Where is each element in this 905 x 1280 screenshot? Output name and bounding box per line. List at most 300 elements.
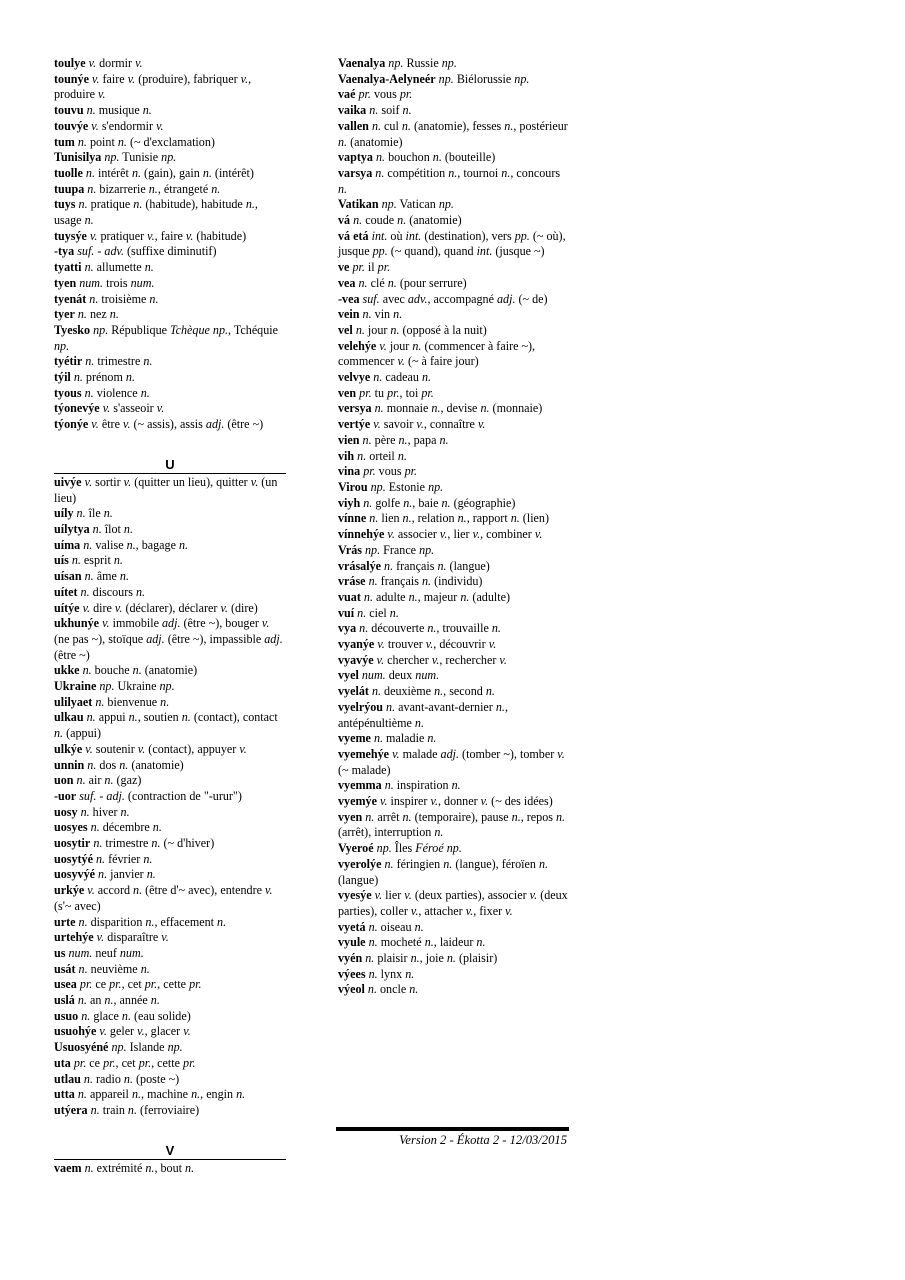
definition-text: , découvrir — [433, 637, 489, 652]
dictionary-entry — [54, 1024, 286, 1040]
dictionary-entry — [54, 789, 286, 805]
definition-text: , second — [443, 684, 486, 699]
grammar-tag: n. — [83, 1071, 93, 1086]
grammar-tag: n. — [446, 951, 456, 966]
dictionary-entry — [338, 684, 570, 700]
dictionary-entry — [338, 606, 570, 622]
definition-text: pratique — [87, 197, 134, 212]
dictionary-entry — [338, 72, 570, 88]
definition-text: (~ à faire jour) — [404, 354, 479, 369]
definition-text: (suffixe diminutif) — [124, 244, 217, 259]
grammar-tag: v. — [387, 527, 395, 542]
grammar-tag: n. — [77, 307, 87, 322]
definition-text: (temporaire), pause — [411, 809, 512, 824]
dictionary-entry — [54, 56, 286, 72]
grammar-tag: n. — [437, 558, 447, 573]
grammar-tag: v. — [220, 600, 228, 615]
grammar-tag: num. — [361, 668, 386, 683]
dictionary-entry — [54, 1009, 286, 1025]
definition-text: ce — [86, 1055, 104, 1070]
grammar-tag: n. — [398, 432, 408, 447]
grammar-tag: n. — [538, 856, 549, 871]
definition-text: vous — [370, 87, 400, 102]
grammar-tag: n. — [245, 197, 255, 212]
headword: Usuosyéné — [54, 1040, 109, 1055]
grammar-tag: np. — [99, 679, 115, 694]
dictionary-entry — [338, 386, 570, 402]
dictionary-entry — [338, 464, 570, 480]
definition-text: , année — [113, 993, 151, 1008]
grammar-tag: n. — [89, 291, 99, 306]
grammar-tag: n. — [358, 275, 368, 290]
dictionary-entry — [54, 307, 286, 323]
grammar-tag: v. — [137, 1024, 145, 1039]
definition-text: (~ malade) — [338, 762, 391, 777]
grammar-tag: v. — [98, 87, 106, 102]
definition-text: appui — [95, 710, 129, 725]
grammar-tag: n. — [148, 181, 158, 196]
definition-text: avant-avant-dernier — [395, 699, 496, 714]
grammar-tag: v. — [397, 354, 405, 369]
headword: uosytir — [54, 836, 91, 851]
grammar-tag: n. — [504, 118, 514, 133]
grammar-tag: n. — [98, 867, 108, 882]
definition-text: , rapport — [466, 511, 511, 526]
grammar-tag: v. — [557, 746, 565, 761]
definition-text: (~ où), jusque — [338, 228, 566, 259]
grammar-tag: n. — [374, 401, 384, 416]
definition-text: (contraction de "-urur") — [124, 788, 242, 803]
definition-text: chercher — [384, 652, 432, 667]
grammar-tag: n. — [368, 966, 378, 981]
grammar-tag: np. — [159, 679, 175, 694]
grammar-tag: n. — [510, 511, 520, 526]
grammar-tag: n. — [152, 820, 162, 835]
definition-text: (opposé à la nuit) — [399, 322, 487, 337]
dictionary-entry — [338, 103, 570, 119]
headword: uísan — [54, 569, 82, 584]
grammar-tag: v. — [183, 1024, 191, 1039]
definition-text: inspirer — [387, 794, 431, 809]
definition-text: , connaître — [423, 417, 478, 432]
definition-text: deux — [385, 668, 416, 683]
definition-text: (anatomie) — [128, 757, 184, 772]
grammar-tag: int. — [476, 244, 493, 259]
grammar-tag: v. — [529, 888, 538, 903]
grammar-tag: v. — [114, 600, 123, 615]
definition-text: maladie — [383, 731, 428, 746]
dictionary-entry — [54, 805, 286, 821]
definition-text: (contact), contact — [190, 710, 278, 725]
grammar-tag: n. — [123, 1071, 133, 1086]
grammar-tag: n. — [84, 1160, 94, 1175]
dictionary-entry — [338, 668, 570, 684]
grammar-tag: n. — [84, 385, 94, 400]
headword: vyule — [338, 935, 366, 950]
grammar-tag: n. — [135, 584, 146, 599]
dictionary-entry — [338, 810, 570, 841]
headword: vínne — [338, 511, 367, 526]
definition-text: (contact), appuyer — [145, 741, 240, 756]
grammar-tag: pr. — [189, 977, 202, 992]
definition-text: Islande — [126, 1040, 168, 1055]
definition-text: deuxième — [381, 684, 435, 699]
definition-text: arrêt — [374, 809, 403, 824]
definition-text: féringien — [393, 856, 444, 871]
dictionary-entry — [338, 339, 570, 370]
headword: urtehýe — [54, 930, 94, 945]
grammar-tag: v. — [505, 903, 513, 918]
grammar-tag: n. — [133, 883, 143, 898]
headword: vein — [338, 307, 360, 322]
dictionary-entry — [54, 616, 286, 663]
grammar-tag: n. — [144, 260, 154, 275]
grammar-tag: n. — [150, 993, 160, 1008]
grammar-tag: n. — [131, 165, 142, 180]
grammar-tag: v. — [147, 228, 155, 243]
definition-text: violence — [93, 385, 141, 400]
grammar-tag: n. — [373, 731, 384, 746]
letter-heading: V — [54, 1143, 286, 1160]
headword: Vaenalya — [338, 56, 386, 70]
dictionary-entry — [338, 433, 570, 449]
dictionary-entry — [338, 276, 570, 292]
definition-text: , papa — [407, 432, 440, 447]
headword: ukke — [54, 663, 80, 678]
definition-text: , fixer — [473, 903, 506, 918]
grammar-tag: np. — [54, 338, 70, 353]
definition-text: , cette — [151, 1055, 184, 1070]
grammar-tag: n. — [133, 197, 143, 212]
dictionary-entry — [54, 119, 286, 135]
dictionary-entry — [54, 166, 286, 182]
grammar-tag: n. — [371, 118, 382, 133]
grammar-tag: n. — [84, 213, 94, 228]
definition-text: , produire — [54, 71, 252, 102]
definition-text: Îles — [391, 841, 416, 856]
headword: urkýe — [54, 883, 85, 898]
grammar-tag: n. — [143, 354, 153, 369]
headword: vyen — [338, 809, 363, 824]
dictionary-entry — [54, 417, 286, 433]
dictionary-entry — [338, 794, 570, 810]
headword: touvýe — [54, 118, 89, 133]
grammar-tag: n. — [120, 804, 130, 819]
grammar-tag: v. — [404, 888, 412, 903]
headword: Vyeroé — [338, 841, 374, 856]
definition-text: (monnaie) — [489, 401, 543, 416]
definition-text: découverte — [368, 621, 428, 636]
grammar-tag: n. — [491, 621, 501, 636]
grammar-tag: n. — [86, 103, 96, 118]
grammar-tag: np. — [438, 71, 454, 86]
grammar-tag: n. — [368, 574, 378, 589]
grammar-tag: n. — [151, 836, 161, 851]
grammar-tag: Féroé np. — [415, 841, 462, 856]
headword: ulkýe — [54, 741, 83, 756]
grammar-tag: n. — [73, 370, 83, 385]
definition-text: février — [105, 851, 144, 866]
grammar-tag: v. — [87, 883, 95, 898]
grammar-tag: n. — [427, 731, 437, 746]
definition-text: , usage — [54, 197, 258, 228]
grammar-tag: n. — [441, 495, 451, 510]
grammar-tag: n. — [211, 181, 221, 196]
grammar-tag: np. — [93, 322, 109, 337]
headword: velvye — [338, 370, 371, 385]
dictionary-entry — [54, 1040, 286, 1056]
headword: tounýe — [54, 71, 89, 86]
grammar-tag: n. — [402, 511, 412, 526]
grammar-tag: v. — [261, 616, 270, 631]
definition-text: an — [86, 993, 105, 1008]
definition-text: , trouvaille — [436, 621, 492, 636]
grammar-tag: n. — [355, 322, 365, 337]
grammar-tag: n. — [460, 589, 470, 604]
definition-text: , antépénultième — [338, 699, 508, 730]
definition-text: français — [393, 558, 438, 573]
grammar-tag: n. — [77, 993, 87, 1008]
headword: vien — [338, 432, 360, 447]
grammar-tag: n. — [401, 118, 411, 133]
dictionary-entry — [338, 778, 570, 794]
grammar-tag: suf. - adj. — [79, 788, 125, 803]
definition-text: disparition — [87, 914, 146, 929]
definition-text: pratiquer — [97, 228, 148, 243]
definition-text: , bout — [154, 1160, 186, 1175]
grammar-tag: pr. — [358, 87, 371, 102]
grammar-tag: n. — [132, 663, 142, 678]
grammar-tag: n. — [131, 1087, 142, 1102]
definition-text: , cet — [115, 1055, 139, 1070]
headword: Tunisilya — [54, 150, 102, 165]
dictionary-entry — [54, 182, 286, 198]
grammar-tag: n. — [476, 935, 486, 950]
grammar-tag: n. — [362, 432, 372, 447]
left-column — [54, 56, 286, 1176]
definition-text: (adulte) — [469, 589, 511, 604]
grammar-tag: n. — [387, 275, 397, 290]
definition-text: , effacement — [154, 914, 218, 929]
grammar-tag: n. — [140, 385, 150, 400]
headword: vuat — [338, 589, 361, 604]
dictionary-entry — [338, 590, 570, 606]
grammar-tag: n. — [402, 103, 412, 118]
headword: varsya — [338, 165, 373, 180]
definition-text: île — [85, 506, 104, 521]
grammar-tag: num. — [119, 945, 144, 960]
dictionary-entry — [54, 260, 286, 276]
headword: tyous — [54, 385, 82, 400]
grammar-tag: n. — [362, 307, 372, 322]
definition-text: (être ~) — [224, 417, 264, 432]
headword: vyeme — [338, 731, 371, 746]
definition-text: ciel — [366, 605, 390, 620]
grammar-tag: n. — [121, 1008, 131, 1023]
dictionary-entry — [338, 166, 570, 197]
definition-text: , laideur — [433, 935, 477, 950]
dictionary-entry — [54, 72, 286, 103]
grammar-tag: n. — [338, 181, 348, 196]
grammar-tag: adv. — [407, 291, 428, 306]
headword: utta — [54, 1087, 75, 1102]
grammar-tag: n. — [409, 982, 419, 997]
definition-text: trouver — [384, 637, 426, 652]
grammar-tag: n. — [405, 966, 415, 981]
headword: ve — [338, 260, 350, 275]
headword: utlau — [54, 1071, 81, 1086]
grammar-tag: n. — [93, 836, 103, 851]
dictionary-entry — [338, 653, 570, 669]
definition-text: (quitter un lieu), quitter — [131, 474, 251, 489]
grammar-tag: n. — [76, 773, 86, 788]
grammar-tag: n. — [149, 291, 159, 306]
grammar-tag: n. — [485, 684, 495, 699]
headword: uosyes — [54, 820, 88, 835]
grammar-tag: n. — [77, 134, 87, 149]
definition-text: golfe — [372, 495, 404, 510]
headword: výees — [338, 966, 366, 981]
definition-text: hiver — [89, 804, 121, 819]
definition-text: (jusque ~) — [492, 244, 545, 259]
grammar-tag: n. — [90, 820, 100, 835]
grammar-tag: pr. — [352, 260, 365, 275]
grammar-tag: n. — [480, 401, 490, 416]
definition-text: , engin — [200, 1087, 237, 1102]
definition-text: faire — [99, 71, 128, 86]
right-column — [338, 56, 570, 998]
definition-text: allumette — [93, 260, 145, 275]
grammar-tag: v. — [91, 417, 99, 432]
grammar-tag: v. — [99, 1024, 107, 1039]
dictionary-entry — [54, 930, 286, 946]
headword: uítýe — [54, 600, 80, 615]
grammar-tag: n. — [80, 804, 90, 819]
footer-rule — [336, 1127, 569, 1131]
dictionary-entry — [338, 951, 570, 967]
grammar-tag: n. — [71, 553, 81, 568]
definition-text: soif — [378, 103, 403, 118]
dictionary-entry — [338, 731, 570, 747]
dictionary-entry — [54, 883, 286, 914]
definition-text: , soutien — [137, 710, 182, 725]
grammar-tag: n. — [357, 448, 367, 463]
dictionary-entry — [338, 229, 570, 260]
grammar-tag: n. — [373, 370, 383, 385]
headword: vertýe — [338, 417, 371, 432]
definition-text: , donner — [437, 794, 481, 809]
definition-text: (~ des idées) — [488, 794, 553, 809]
grammar-tag: v. — [102, 616, 110, 631]
definition-text: (deux parties), associer — [411, 888, 530, 903]
grammar-tag: n. — [397, 448, 407, 463]
grammar-tag: np. — [388, 56, 404, 70]
definition-text: (langue) — [338, 872, 379, 887]
definition-text: (géographie) — [450, 495, 516, 510]
headword: vallen — [338, 118, 369, 133]
grammar-tag: v. — [373, 417, 381, 432]
definition-text: accord — [94, 883, 134, 898]
grammar-tag: n. — [104, 773, 114, 788]
grammar-tag: np. — [438, 197, 454, 212]
grammar-tag: n. — [181, 710, 191, 725]
definition-text: , cet — [121, 977, 145, 992]
headword: uosy — [54, 804, 78, 819]
grammar-tag: v. — [135, 56, 143, 70]
headword: usuo — [54, 1008, 79, 1023]
definition-text: (ne pas ~), stoïque — [54, 631, 147, 646]
definition-text: dire — [90, 600, 115, 615]
grammar-tag: n. — [127, 1103, 137, 1117]
grammar-tag: n. — [424, 935, 434, 950]
headword: usát — [54, 961, 76, 976]
definition-text: (lien) — [519, 511, 549, 526]
dictionary-entry — [338, 543, 570, 559]
grammar-tag: pr. — [103, 1055, 116, 1070]
grammar-tag: pp. — [372, 244, 388, 259]
dictionary-entry — [54, 506, 286, 522]
grammar-tag: v. — [430, 794, 438, 809]
definition-text: savoir — [380, 417, 417, 432]
headword: Virou — [338, 479, 368, 494]
definition-text: appareil — [86, 1087, 132, 1102]
grammar-tag: n. — [384, 778, 394, 793]
definition-text: intérêt — [95, 165, 132, 180]
grammar-tag: n. — [403, 495, 413, 510]
dictionary-entry — [54, 663, 286, 679]
definition-text: (appui) — [63, 726, 102, 741]
headword: Ukraine — [54, 679, 97, 694]
headword: vyanýe — [338, 637, 375, 652]
grammar-tag: n. — [145, 914, 155, 929]
dictionary-entry — [54, 244, 286, 260]
grammar-tag: n. — [191, 1087, 201, 1102]
definition-text: , accompagné — [427, 291, 497, 306]
grammar-tag: pr. — [387, 385, 400, 400]
definition-text: (~ d'hiver) — [160, 836, 215, 851]
dictionary-entry — [338, 841, 570, 857]
grammar-tag: v. — [89, 228, 98, 243]
dictionary-entry — [338, 480, 570, 496]
definition-text: , toi — [399, 385, 422, 400]
dictionary-entry — [338, 56, 570, 72]
definition-text: bouche — [91, 663, 133, 678]
headword: vaé — [338, 87, 356, 102]
grammar-tag: adj. — [146, 631, 165, 646]
definition-text: plaisir — [374, 951, 411, 966]
definition-text: décembre — [99, 820, 153, 835]
grammar-tag: v. — [499, 652, 507, 667]
grammar-tag: np. — [161, 150, 177, 165]
dictionary-entry — [54, 1103, 286, 1119]
grammar-tag: n. — [90, 1103, 100, 1117]
grammar-tag: n. — [236, 1087, 246, 1102]
grammar-tag: n. — [125, 370, 135, 385]
grammar-tag: v. — [84, 474, 93, 489]
grammar-tag: v. — [376, 652, 385, 667]
definition-text: s'asseoir — [110, 401, 157, 416]
definition-text: , machine — [141, 1087, 192, 1102]
grammar-tag: pr. — [399, 87, 413, 102]
grammar-tag: n. — [104, 993, 114, 1008]
headword: vyavýe — [338, 652, 374, 667]
grammar-tag: v. — [410, 903, 419, 918]
headword: vel — [338, 322, 353, 337]
definition-text: lien — [378, 511, 403, 526]
grammar-tag: v. — [265, 883, 273, 898]
grammar-tag: n. — [511, 809, 521, 824]
headword: Vatikan — [338, 197, 379, 212]
